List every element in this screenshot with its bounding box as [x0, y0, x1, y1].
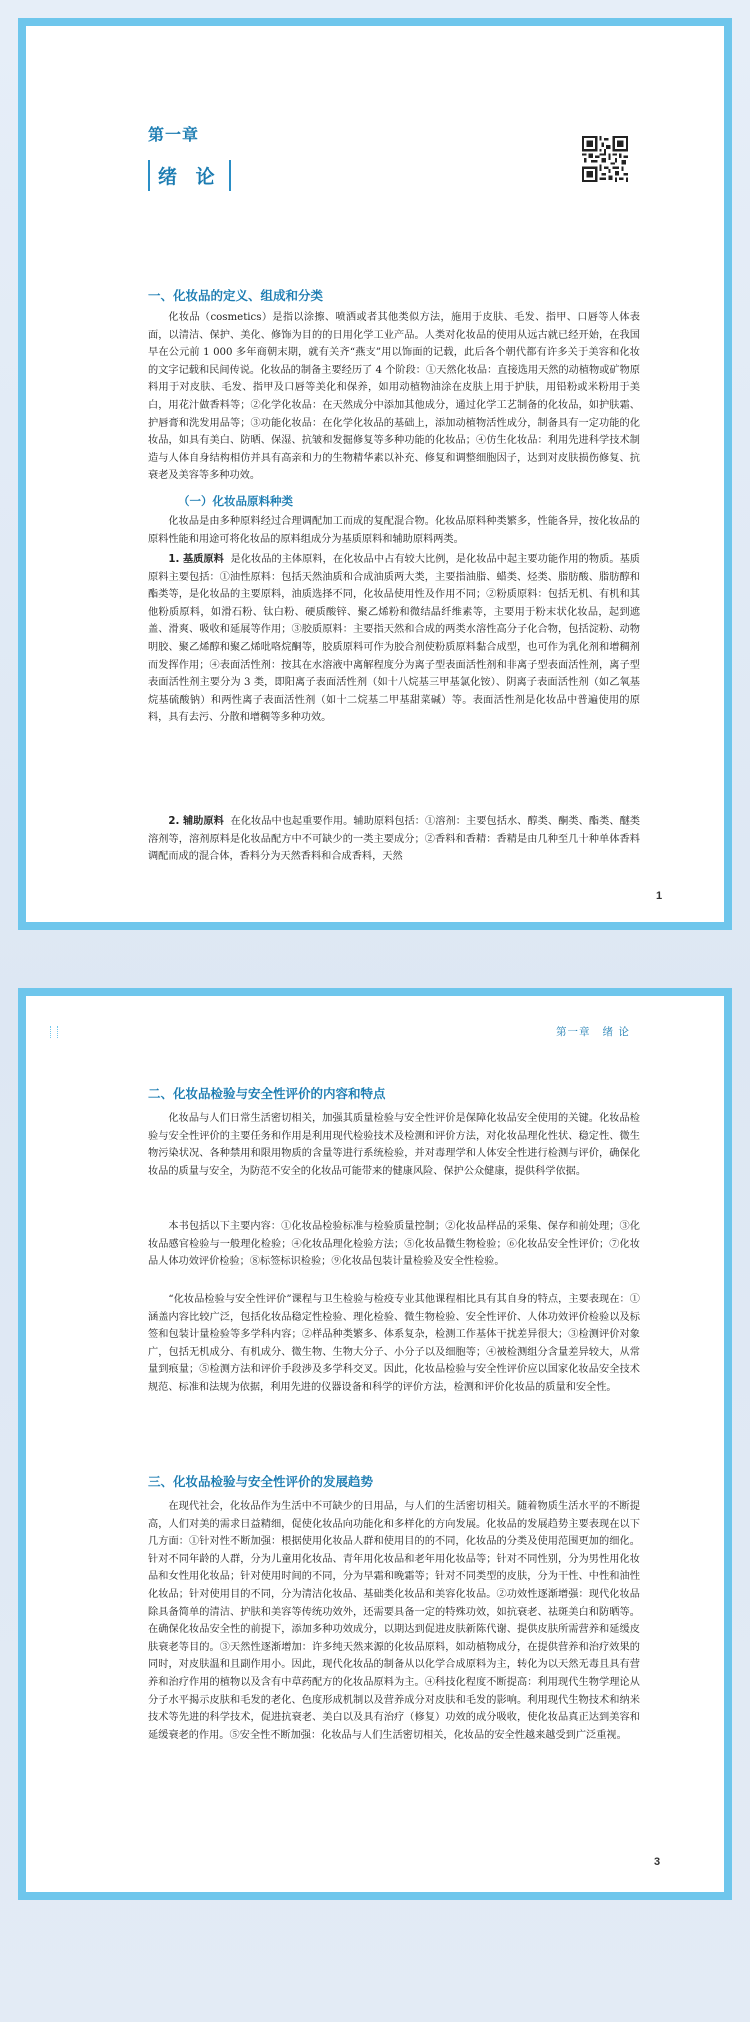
- running-head: [556, 1024, 630, 1039]
- section-heading-3: 三、化妆品检验与安全性评价的发展趋势: [148, 1474, 374, 1489]
- page-marker: [50, 1026, 58, 1038]
- paragraph-auxiliary-materials: [148, 813, 640, 866]
- paragraph-inspection-intro: 化妆品与人们日常生活密切相关，加强其质量检验与安全性评价是保障化妆品安全使用的关键。化妆品检验与安全性评价的主要任务和作用是利用现代检验技术及检测和评价方法，对化妆品理化性状、稳定性、微生物污染状况、各种禁用和限用物质的含量等进行系统检验，并对毒理学和人体安全性进行检测与评价，确保化妆品的质量与安全，为防范不安全的化妆品可能带来的健康风险、保护公众健康，提供科学依据。: [148, 1113, 640, 1177]
- page-1: [18, 18, 732, 930]
- paragraph-book-contents: 本书包括以下主要内容：①化妆品检验标准与检验质量控制；②化妆品样品的采集、保存和前处理；③化妆品感官检验与一般理化检验；④化妆品理化检验方法；⑤化妆品微生物检验；⑥化妆品安全性评价；⑦化妆品人体功效评价检验；⑧标签标识检验；⑨化妆品包装计量检验及安全性检验。: [148, 1221, 640, 1268]
- paragraph-definition: 化妆品（cosmetics）是指以涂擦、喷洒或者其他类似方法，施用于皮肤、毛发、指甲、口唇等人体表面，以清洁、保护、美化、修饰为目的的日用化学工业产品。人类对化妆品的使用从远古就已经开始，在我国早在公元前 1 000 多年商朝末期，就有关齐“燕支”用以饰面的记载，此后各个朝代都有许多关于美容和化妆的文字记载和民间传说。化妆品的制备主要经历了 4 个阶段：①天然化妆品：直接选用天然的动植物或矿物原料用于对皮肤、毛发、指甲及口唇等美化和保养，如用动植物油涂在皮肤上用于护肤，用铅粉或米粉用于美白，用花汁做香料等；②化学化妆品：在天然成分中添加其他成分，通过化学工艺制备的化妆品，如护肤霜、护唇膏和洗发用品等；③功能化妆品：在化学化妆品的基础上，添加动植物活性成分，制备具有一定功能的化妆品，如具有美白、防晒、保湿、抗皱和发掘修复等多种功能的化妆品；④仿生化妆品：利用先进科学技术制造与人体自身结构相仿并具有高亲和力的生物精华素以补充、修复和调整细胞因子，达到对皮肤损伤修复、抗衰老及美容等多种功效。: [148, 312, 640, 482]
- running-head-chapter: 第一章: [556, 1026, 591, 1038]
- running-head-title: 绪 论: [602, 1026, 630, 1038]
- paragraph-course-features: “化妆品检验与安全性评价”课程与卫生检验与检疫专业其他课程相比具有其自身的特点，主要表现在：①涵盖内容比较广泛，包括化妆品稳定性检验、理化检验、微生物检验、安全性评价、人体功效评价检验以及标签和包装计量检验等多学科内容；②样品种类繁多、体系复杂，检测工作基体干扰差异很大；③检测评价对象广，包括无机成分、有机成分、微生物、生物大分子、小分子以及细胞等；④被检测组分含量差异较大，从常量到痕量；⑤检测方法和评价手段涉及多学科交叉。因此，化妆品检验与安全性评价应以国家化妆品安全技术规范、标准和法规为依据，利用先进的仪器设备和科学的评价方法，检测和评价化妆品的质量和安全性。: [148, 1294, 640, 1393]
- section-heading-1: 一、化妆品的定义、组成和分类: [148, 288, 324, 303]
- label-auxiliary-materials: 2. 辅助原料: [168, 816, 224, 827]
- page-2: [18, 988, 732, 1900]
- subsection-heading-1: （一）化妆品原料种类: [178, 494, 293, 508]
- chapter-number: 第一章: [148, 125, 200, 144]
- text-base-materials: 是化妆品的主体原料，在化妆品中占有较大比例，是化妆品中起主要功能作用的物质。基质原料主要包括：①油性原料：包括天然油质和合成油质两大类，主要指油脂、蜡类、烃类、脂肪酸、脂肪醇和酯类等，是化妆品的主要原料，油质选择不同，化妆品使用性及作用不同；②粉质原料：包括无机、有机和其他粉质原料，如滑石粉、钛白粉、硬质酸锌、聚乙烯粉和微结晶纤维素等，主要用于粉末状化妆品，起到遮盖、滑爽、吸收和延展等作用；③胶质原料：主要指天然和合成的两类水溶性高分子化合物，包括淀粉、动物明胶、聚乙烯醇和聚乙烯吡咯烷酮等，胶质原料可作为胶合剂使粉质原料黏合成型，也可作为乳化剂和增稠剂而发挥作用；④表面活性剂：按其在水溶液中离解程度分为离子型表面活性剂和非离子型表面活性剂，离子型表面活性剂主要分为 3 类，即阳离子表面活性剂（如十八烷基三甲基氯化铵）、阴离子表面活性剂（如乙氧基烷基硫酸钠）和两性离子表面活性剂（如十二烷基二甲基甜菜碱）等。表面活性剂是化妆品中普遍使用的原料，具有去污、分散和增稠等多种功效。: [148, 554, 640, 724]
- qr-code-icon[interactable]: [582, 136, 628, 182]
- paragraph-base-materials: [148, 551, 640, 727]
- chapter-title: 绪 论: [148, 160, 231, 191]
- page-number: 3: [654, 1856, 661, 1868]
- section-heading-2: 二、化妆品检验与安全性评价的内容和特点: [148, 1086, 386, 1101]
- page-number: 1: [656, 890, 663, 902]
- paragraph-trends: 在现代社会，化妆品作为生活中不可缺少的日用品，与人们的生活密切相关。随着物质生活水平的不断提高，人们对美的需求日益精细，促使化妆品向功能化和多样化的方向发展。化妆品的发展趋势主要表现在以下几方面：①针对性不断加强：根据使用化妆品人群和使用目的的不同，化妆品的分类及使用范围更加的细化。针对不同年龄的人群，分为儿童用化妆品、青年用化妆品和老年用化妆品等；针对不同性别，分为男性用化妆品和女性用化妆品；针对使用时间的不同，分为早霜和晚霜等；针对不同类型的皮肤，分为干性、中性和油性化妆品；针对使用目的不同，分为清洁化妆品、基础类化妆品和美容化妆品。②功效性逐渐增强：现代化妆品除具备简单的清洁、护肤和美容等传统功效外，还需要具备一定的特殊功效，如抗衰老、祛斑美白和防晒等。在确保化妆品安全性的前提下，添加多种功效成分，以期达到促进皮肤新陈代谢、提供皮肤所需营养和延缓皮肤衰老等目的。③天然性逐渐增加：许多纯天然来源的化妆品原料，如动植物成分，在提供营养和治疗效果的同时，对皮肤温和且副作用小。因此，现代化妆品的制备从以化学合成原料为主，转化为以天然无毒且具有营养和治疗作用的植物以及含有中草药配方的化妆品原料为主。④科技化程度不断提高：利用现代生物学理论从分子水平揭示皮肤和毛发的老化、色度形成机制以及营养成分对皮肤和毛发的影响。利用现代生物技术和纳米技术等先进的科学技术，促进抗衰老、美白以及具有治疗（修复）功效的成分吸收，使化妆品真正达到美容和延缓衰老的作用。⑤安全性不断加强：化妆品与人们生活密切相关，化妆品的安全性越来越受到广泛重视。: [148, 1501, 640, 1741]
- text-auxiliary-materials: 在化妆品中也起重要作用。辅助原料包括：①溶剂：主要包括水、醇类、酮类、酯类、醚类溶剂等，溶剂原料是化妆品配方中不可缺少的一类主要成分；②香料和香精：香精是由几种至几十种单体香料调配而成的混合体，香料分为天然香料和合成香料，天然: [148, 816, 640, 863]
- paragraph-raw-materials: 化妆品是由多种原料经过合理调配加工而成的复配混合物。化妆品原料种类繁多，性能各异，按化妆品的原料性能和用途可将化妆品的原料组成分为基质原料和辅助原料两类。: [148, 516, 640, 545]
- label-base-materials: 1. 基质原料: [168, 554, 224, 565]
